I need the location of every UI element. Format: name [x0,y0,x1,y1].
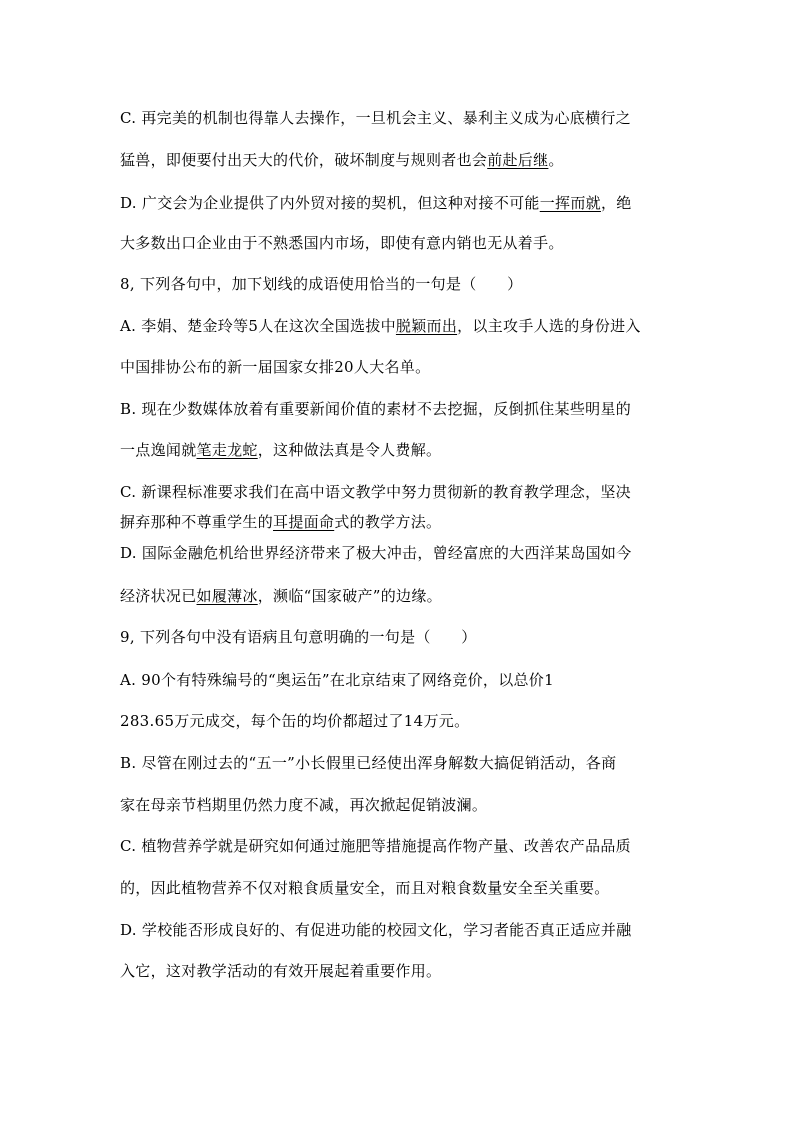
text-line: 猛兽，即便要付出天大的代价，破坏制度与规则者也会前赴后继。 [120,151,564,169]
underlined-idiom: 前赴后继 [487,151,549,169]
underlined-idiom: 一挥而就 [539,194,601,212]
text-line: 的，因此植物营养不仅对粮食质量安全，而且对粮食数量安全至关重要。 [120,879,610,897]
question-title: 9, 下列各句中没有语病且句意明确的一句是（ ） [120,628,477,646]
text-line: 家在母亲节档期里仍然力度不减，再次掀起促销波澜。 [120,796,488,814]
text-line: 一点逸闻就笔走龙蛇，这种做法真是令人费解。 [120,441,442,459]
underlined-idiom: 脱颖而出 [395,317,458,335]
text-line: B. 现在少数媒体放着有重要新闻价值的素材不去挖掘，反倒抓住某些明星的 [120,400,632,418]
question-title: 8, 下列各句中，加下划线的成语使用恰当的一句是（ ） [120,275,523,293]
text-line: 经济状况已如履薄冰，濒临“国家破产”的边缘。 [120,587,442,605]
text-line: C. 再完美的机制也得靠人去操作，一旦机会主义、暴利主义成为心底横行之 [120,109,631,127]
text-line: 中国排协公布的新一届国家女排20人大名单。 [120,358,431,376]
underlined-idiom: 笔走龙蛇 [196,441,258,459]
text-line: A. 90个有特殊编号的“奥运缶”在北京结束了网络竞价，以总价1 [120,671,554,689]
text-line: B. 尽管在刚过去的“五一”小长假里已经使出浑身解数大搞促销活动，各商 [120,754,617,772]
text-line: 大多数出口企业由于不熟悉国内市场，即使有意内销也无从着手。 [120,234,564,252]
text-line: D. 国际金融危机给世界经济带来了极大冲击，曾经富庶的大西洋某岛国如今 [120,544,632,562]
text-line: A. 李娟、楚金玲等5人在这次全国选拔中脱颖而出，以主攻手人选的身份进入 [120,317,641,335]
text-line: 入它，这对教学活动的有效开展起着重要作用。 [120,962,442,980]
text-line: 摒弃那种不尊重学生的耳提面命式的教学方法。 [120,513,442,531]
underlined-idiom: 耳提面命 [273,513,335,531]
text-line: D. 广交会为企业提供了内外贸对接的契机，但这种对接不可能一挥而就，绝 [120,194,632,212]
text-line: C. 新课程标准要求我们在高中语文教学中努力贯彻新的教育教学理念，坚决 [120,483,631,501]
text-line: C. 植物营养学就是研究如何通过施肥等措施提高作物产量、改善农产品品质 [120,837,631,855]
underlined-idiom: 如履薄冰 [196,587,258,605]
text-line: 283.65万元成交，每个缶的均价都超过了14万元。 [120,712,470,730]
text-line: D. 学校能否形成良好的、有促进功能的校园文化，学习者能否真正适应并融 [120,921,632,939]
